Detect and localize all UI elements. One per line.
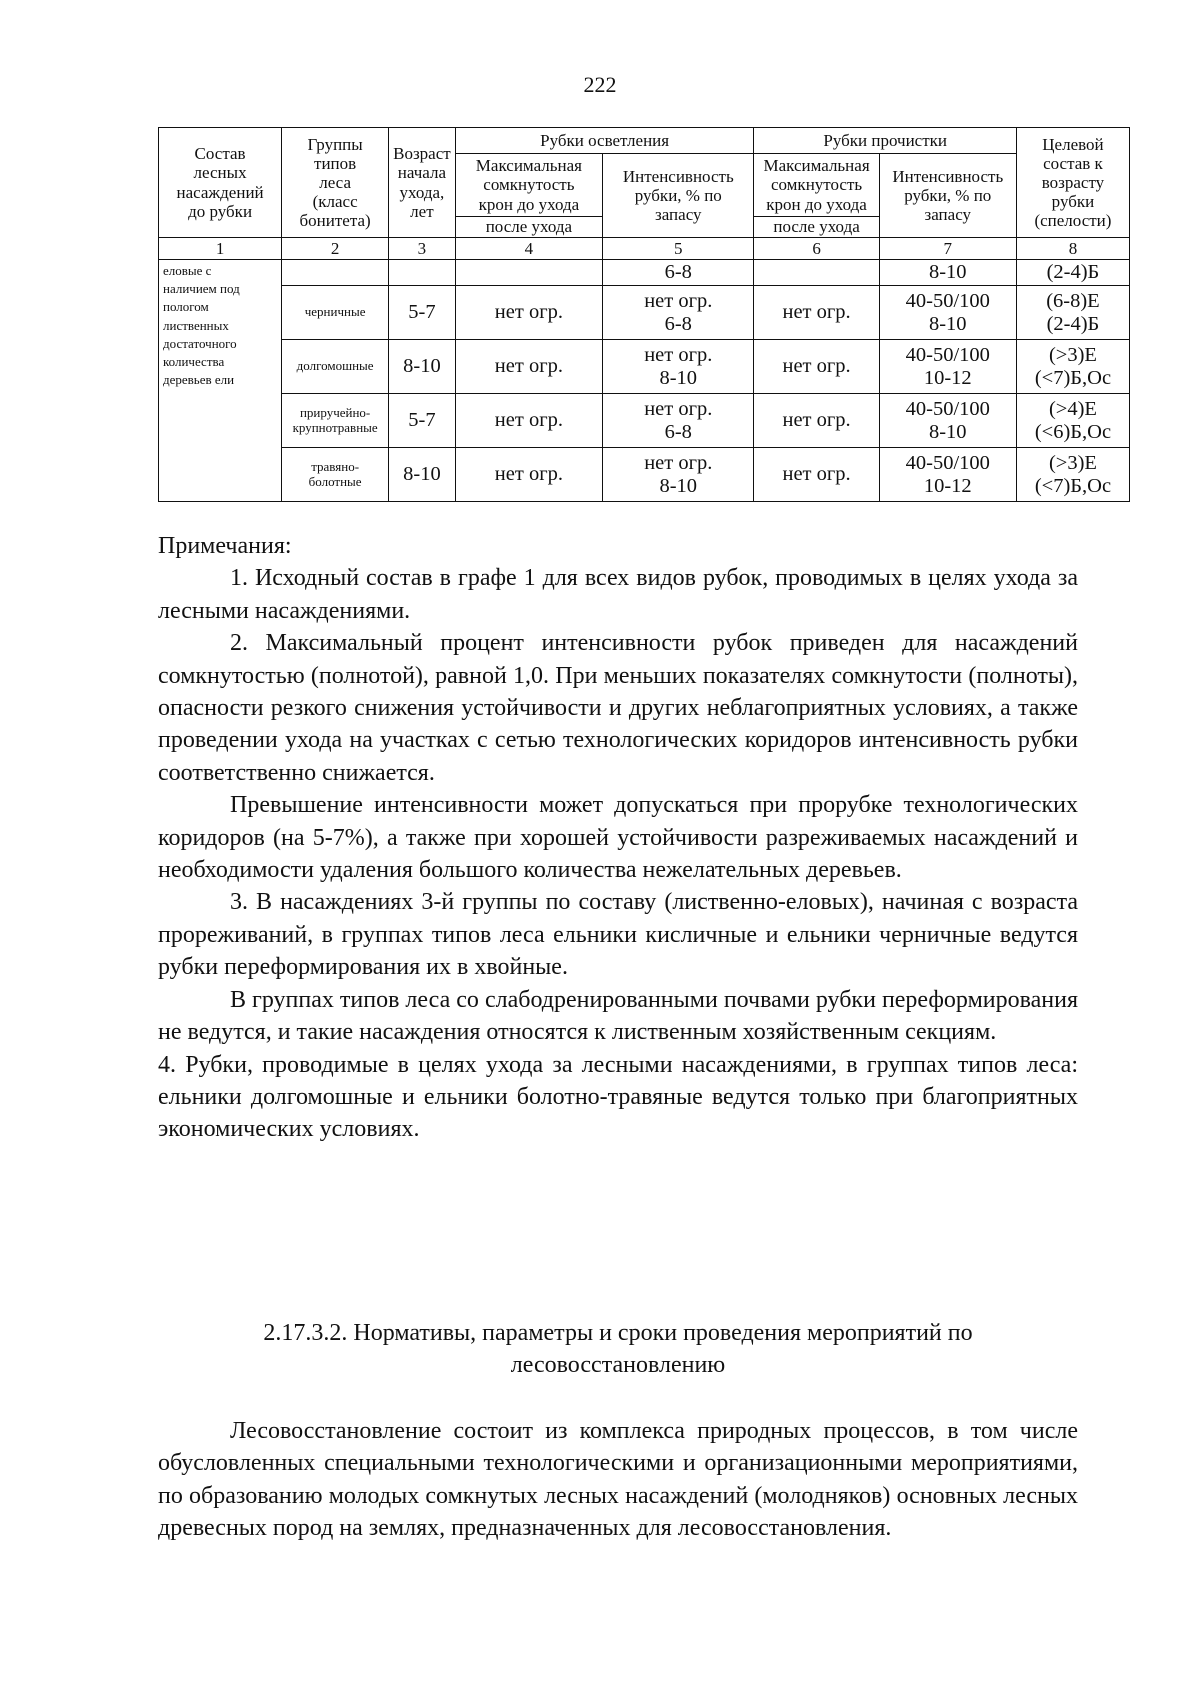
target-composition-cell: (>3)Е (<7)Б,Ос xyxy=(1016,448,1129,502)
target-composition-cell: (6-8)Е (2-4)Б xyxy=(1016,286,1129,340)
header-intensity-cleaning: Интенсивность рубки, % по запасу xyxy=(879,154,1016,238)
norms-table xyxy=(158,127,1130,502)
max-density-cleaning-cell: нет огр. xyxy=(754,394,879,448)
max-density-clearing-cell: нет огр. xyxy=(455,286,602,340)
column-number: 2 xyxy=(282,238,389,260)
intensity-cleaning-cell: 40-50/100 10-12 xyxy=(879,448,1016,502)
section-title-line-2: лесовосстановлению xyxy=(510,1352,726,1379)
note-1: 1. Исходный состав в графе 1 для всех видов рубок, проводимых в целях ухода за лесными насаждениями. xyxy=(158,565,1078,624)
header-after-care-clearing: после ухода xyxy=(455,217,602,238)
section-paragraph: Лесовосстановление состоит из комплекса природных процессов, в том числе обусловленных специальными технологическими и организационными мероприятиями, по образованию молодых сомкнутых лесных насаждений (молодняков) основных лесных древесных пород на землях, предназначенных для лесовосстановления. xyxy=(158,1418,1078,1542)
empty-cell xyxy=(389,260,456,286)
note-3-continuation: В группах типов леса со слабодренированными почвами рубки переформирования не ведутся, и такие насаждения относятся к лиственным хозяйственным секциям. xyxy=(158,986,1078,1046)
header-cleaning-cuts: Рубки прочистки xyxy=(754,128,1016,154)
header-start-age: Возраст начала ухода, лет xyxy=(389,128,456,238)
start-age-cell: 8-10 xyxy=(389,340,456,394)
section-title-line-1: 2.17.3.2. Нормативы, параметры и сроки проведения мероприятий по xyxy=(263,1320,973,1346)
max-density-cleaning-cell: нет огр. xyxy=(754,448,879,502)
header-after-care-cleaning: после ухода xyxy=(754,217,879,238)
start-age-cell: 8-10 xyxy=(389,448,456,502)
max-density-clearing-cell: нет огр. xyxy=(455,340,602,394)
table-row xyxy=(159,448,1130,502)
column-number: 8 xyxy=(1016,238,1129,260)
header-composition-before: Состав лесных насаждений до рубки xyxy=(159,128,282,238)
notes-title: Примечания: xyxy=(158,533,292,559)
column-numbers-row xyxy=(159,238,1130,260)
target-composition-cell: (>4)Е (<6)Б,Ос xyxy=(1016,394,1129,448)
intensity-clearing-cell: нет огр. 6-8 xyxy=(603,394,754,448)
max-density-clearing-cell: нет огр. xyxy=(455,448,602,502)
intensity-clearing-cell: нет огр. 6-8 xyxy=(603,286,754,340)
header-max-density-clearing: Максимальная сомкнутость крон до ухода xyxy=(455,154,602,217)
column-number: 3 xyxy=(389,238,456,260)
intensity-cleaning-cell: 40-50/100 8-10 xyxy=(879,394,1016,448)
column-number: 6 xyxy=(754,238,879,260)
forest-type-cell: черничные xyxy=(282,286,389,340)
max-density-clearing-cell: нет огр. xyxy=(455,394,602,448)
table-row xyxy=(159,394,1130,448)
intensity-cleaning-cell: 8-10 xyxy=(879,260,1016,286)
note-4: 4. Рубки, проводимые в целях ухода за лесными насаждениями, в группах типов леса: ельники долгомошные и ельники болотно-травяные ведутся только при благоприятных экономических условиях. xyxy=(158,1051,1078,1143)
target-composition-cell: (>3)Е (<7)Б,Ос xyxy=(1016,340,1129,394)
table-row xyxy=(159,260,1130,286)
note-3: 3. В насаждениях 3-й группы по составу (лиственно-еловых), начиная с возраста прореживаний, в группах типов леса ельники кисличные и ельники черничные ведутся рубки переформирования их в хвойные. xyxy=(158,889,1078,981)
intensity-clearing-cell: 6-8 xyxy=(603,260,754,286)
target-composition-cell: (2-4)Б xyxy=(1016,260,1129,286)
column-number: 4 xyxy=(455,238,602,260)
forest-type-cell: приручейно- крупнотравные xyxy=(282,394,389,448)
empty-cell xyxy=(282,260,389,286)
intensity-clearing-cell: нет огр. 8-10 xyxy=(603,340,754,394)
page-number: 222 xyxy=(583,72,617,97)
intensity-clearing-cell: нет огр. 8-10 xyxy=(603,448,754,502)
notes-block xyxy=(158,530,1078,1146)
header-target-composition: Целевой состав к возрасту рубки (спелости) xyxy=(1016,128,1129,238)
section-heading xyxy=(158,1317,1078,1382)
forest-type-cell: долгомошные xyxy=(282,340,389,394)
header-clearing-cuts: Рубки осветления xyxy=(455,128,754,154)
header-row-1 xyxy=(159,128,1130,154)
header-forest-type-group: Группы типов леса (класс бонитета) xyxy=(282,128,389,238)
column-number: 5 xyxy=(603,238,754,260)
column-number: 7 xyxy=(879,238,1016,260)
table-row xyxy=(159,340,1130,394)
header-max-density-cleaning: Максимальная сомкнутость крон до ухода xyxy=(754,154,879,217)
note-2: 2. Максимальный процент интенсивности рубок приведен для насаждений сомкнутостью (полнотой), равной 1,0. При меньших показателях сомкнутости (полноты), опасности резкого снижения устойчивости и других неблагоприятных условиях, а также проведении ухода на участках с сетью технологических коридоров интенсивность рубки соответственно снижается. xyxy=(158,630,1078,786)
forest-type-cell: травяно- болотные xyxy=(282,448,389,502)
table-row xyxy=(159,286,1130,340)
start-age-cell: 5-7 xyxy=(389,286,456,340)
section-body xyxy=(158,1415,1078,1545)
intensity-cleaning-cell: 40-50/100 8-10 xyxy=(879,286,1016,340)
empty-cell xyxy=(455,260,602,286)
empty-cell xyxy=(754,260,879,286)
max-density-cleaning-cell: нет огр. xyxy=(754,286,879,340)
note-2-continuation: Превышение интенсивности может допускаться при прорубке технологических коридоров (на 5-7%), а также при хорошей устойчивости разреживаемых насаждений и необходимости удаления большого количества нежелательных деревьев. xyxy=(158,792,1078,884)
max-density-cleaning-cell: нет огр. xyxy=(754,340,879,394)
start-age-cell: 5-7 xyxy=(389,394,456,448)
intensity-cleaning-cell: 40-50/100 10-12 xyxy=(879,340,1016,394)
header-intensity-clearing: Интенсивность рубки, % по запасу xyxy=(603,154,754,238)
composition-cell: еловые с наличием под пологом лиственных достаточного количества деревьев ели xyxy=(159,260,282,502)
column-number: 1 xyxy=(159,238,282,260)
